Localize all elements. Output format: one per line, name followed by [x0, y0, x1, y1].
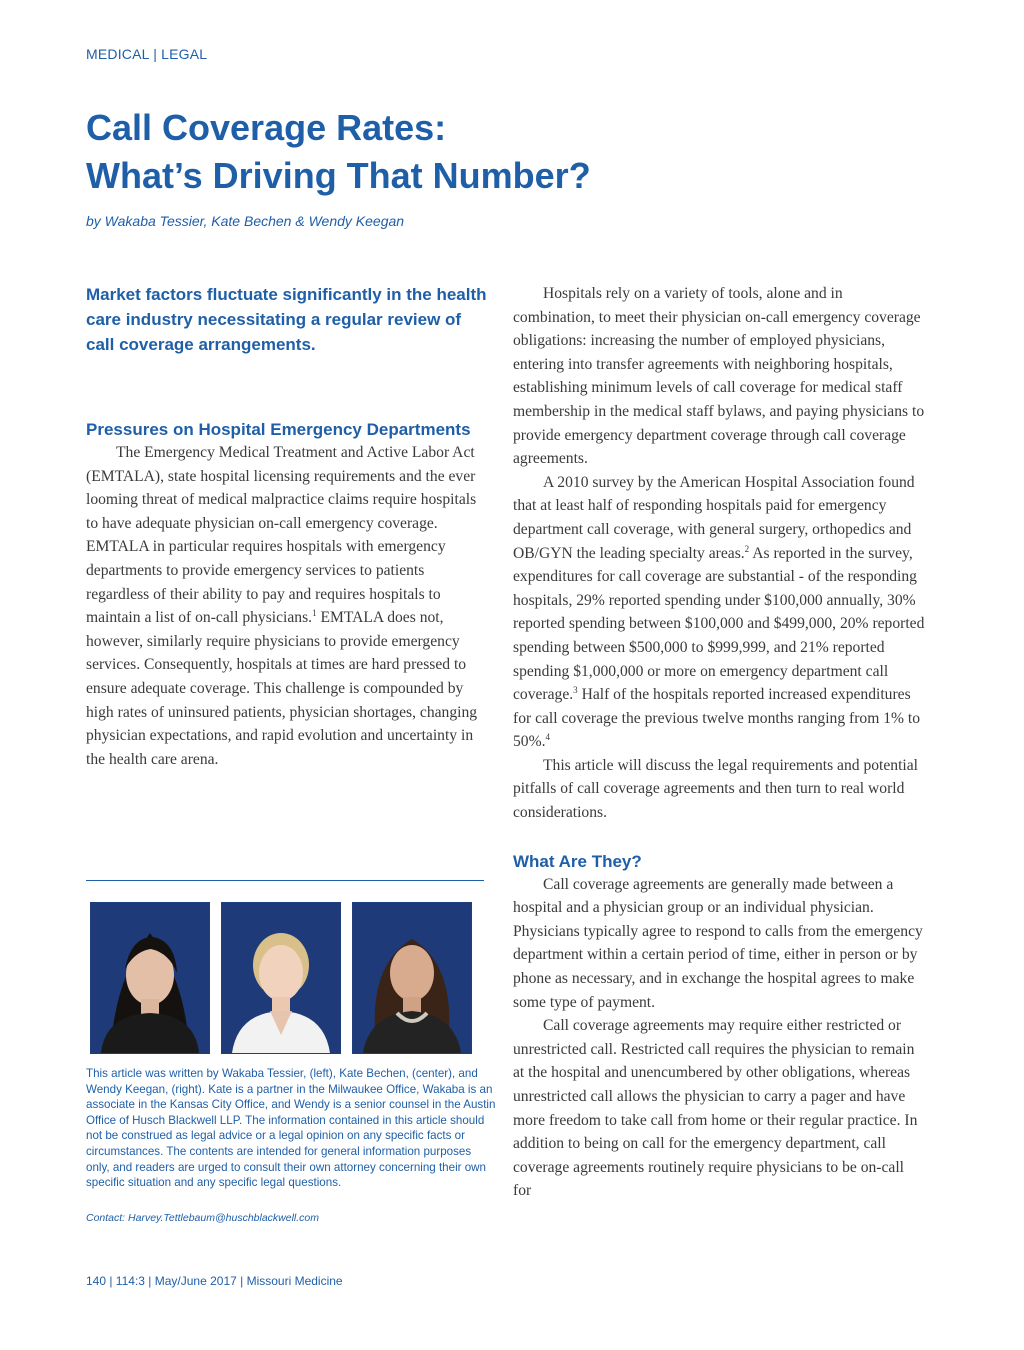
paragraph-pressures	[86, 441, 490, 771]
section-heading-pressures: Pressures on Hospital Emergency Departments	[86, 420, 471, 439]
paragraph-restricted-call: Call coverage agreements may require either restricted or unrestricted call. Restricted call requires the physician to remain at the hospital and unencumbered by other obligations, whereas unrestricted call allows the physician to carry a pager and have more freedom to take call from home or their regular practice. In addition to being on call for the emergency department, call coverage agreements routinely require physicians to be on-call for	[513, 1017, 918, 1200]
paragraph-definition: Call coverage agreements are generally made between a hospital and a physician group or an individual physician. Physicians typically agree to respond to calls from the emergency department within a certain period of time, either in person or by phone as necessary, and in exchange the hospital agrees to make some type of payment.	[513, 875, 923, 1011]
left-column	[86, 282, 490, 771]
title-line-1: Call Coverage Rates:	[86, 107, 447, 148]
text-run: Half of the hospitals reported increased expenditures for call coverage the previous twelve months ranging from 1% to 50%.	[513, 686, 921, 751]
divider-rule	[86, 880, 484, 881]
text-run: The Emergency Medical Treatment and Active Labor Act (EMTALA), state hospital licensing requirements and the ever looming threat of medical malpractice claims require hospitals to have adequate physician on-call emergency coverage. EMTALA in particular requires hospitals with emergency departments to provide emergency services to patients regardless of their ability to pay and requires hospitals to maintain a list of on-call physicians.	[86, 444, 477, 627]
paragraph-survey	[513, 471, 925, 754]
footnote-ref-2: 2	[744, 543, 750, 554]
section-label: MEDICAL | LEGAL	[86, 46, 208, 62]
text-run: A 2010 survey by the American Hospital Association found that at least half of responding hospitals paid for emergency department call coverage, with general surgery, orthopedics and OB/GYN the leading specialty areas.	[513, 473, 915, 562]
author-photo-bechen	[221, 902, 341, 1054]
article-title	[86, 104, 786, 200]
lede: Market factors fluctuate significantly in the health care industry necessitating a regular review of call coverage arrangements.	[86, 285, 487, 354]
contact-email: Contact: Harvey.Tettlebaum@huschblackwell.com	[86, 1212, 320, 1224]
footnote-ref-1: 1	[312, 607, 317, 618]
byline: by Wakaba Tessier, Kate Bechen & Wendy Keegan	[86, 213, 405, 229]
title-line-2: What’s Driving That Number?	[86, 155, 591, 196]
footnote-ref-4: 4	[545, 732, 550, 743]
text-run: EMTALA does not, however, similarly require physicians to provide emergency services. Consequently, hospitals at times are hard pressed to ensure adequate coverage. This challenge is compounded by high rates of uninsured patients, physician shortages, changing physician expectations, and rapid evolution and uncertainty in the health care arena.	[86, 609, 478, 768]
right-column	[513, 282, 925, 1203]
author-caption: This article was written by Wakaba Tessier, (left), Kate Bechen, (center), and Wendy Keegan, (right). Kate is a partner in the Milwaukee Office, Wakaba is an associate in the Kansas City Office, and Wendy is a senior counsel in the Austin Office of Husch Blackwell LLP. The information contained in this article should not be construed as legal advice or a legal opinion on any specific facts or circumstances. The contents are intended for general information purposes only, and readers are urged to consult their own attorney concerning their own specific situation and any specific legal questions.	[86, 1067, 496, 1190]
page-footer: 140 | 114:3 | May/June 2017 | Missouri Medicine	[86, 1274, 343, 1288]
text-run: As reported in the survey, expenditures for call coverage are substantial - of the responding hospitals, 29% reported spending under $100,000 annually, 30% reported spending between $100,000 and $499,000, 20% reported spending between $500,000 to $999,999, and 21% reported spending $1,000,000 or more on emergency department call coverage.	[513, 544, 925, 704]
author-photo-keegan	[352, 902, 472, 1054]
paragraph-overview: This article will discuss the legal requirements and potential pitfalls of call coverage agreements and then turn to real world considerations.	[513, 756, 919, 822]
author-photos	[90, 902, 472, 1054]
author-photo-tessier	[90, 902, 210, 1054]
footnote-ref-3: 3	[573, 684, 578, 695]
section-heading-what-are-they: What Are They?	[513, 851, 642, 871]
paragraph-tools: Hospitals rely on a variety of tools, alone and in combination, to meet their physician on-call emergency coverage obligations: increasing the number of employed physicians, entering into transfer agreements with neighboring hospitals, establishing minimum levels of call coverage for medical staff membership in the medical staff bylaws, and paying physicians to provide emergency department coverage through call coverage agreements.	[513, 285, 925, 468]
